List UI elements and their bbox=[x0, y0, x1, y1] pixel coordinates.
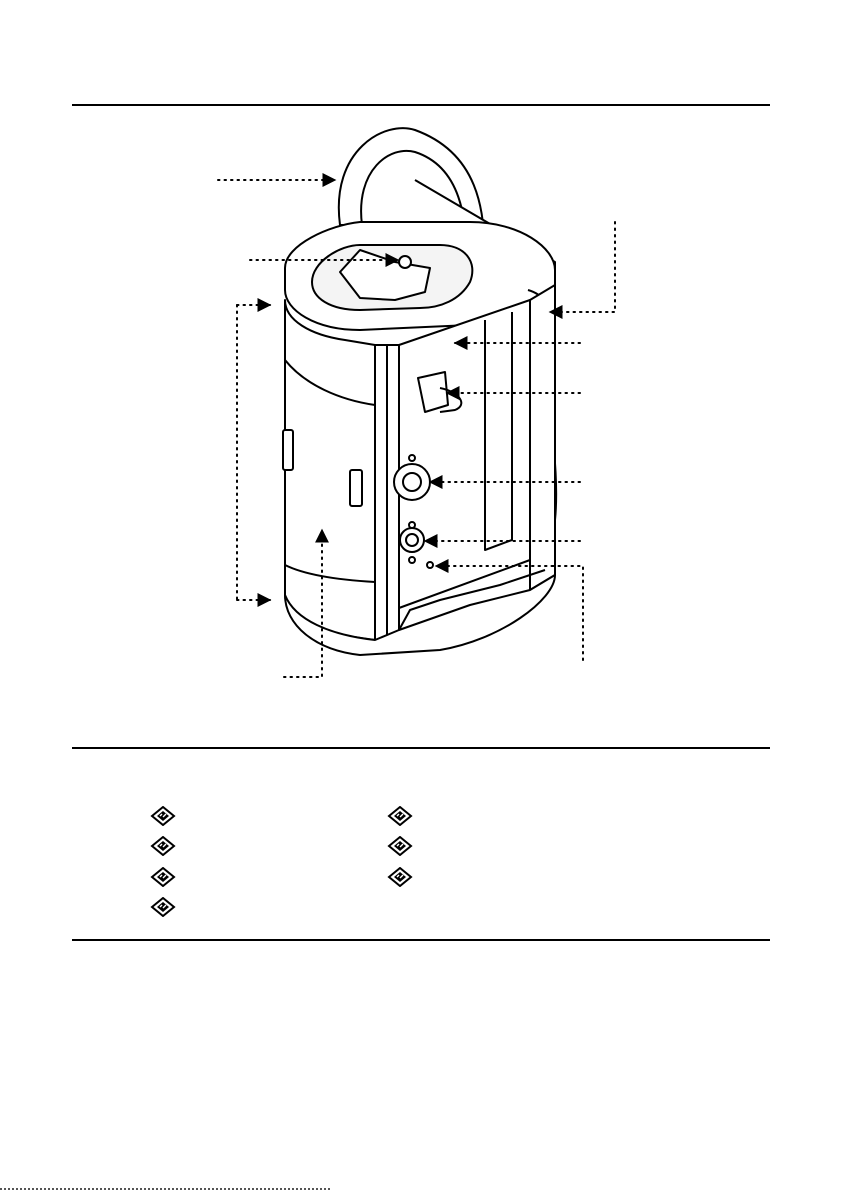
package-item-icon bbox=[150, 836, 176, 856]
footer-dotted-strip bbox=[0, 1188, 330, 1190]
front-clip-1 bbox=[350, 470, 362, 506]
lower-jack-core bbox=[406, 534, 418, 546]
leader-side-grip bbox=[550, 222, 615, 312]
package-item-icon bbox=[387, 867, 413, 887]
contents-bottom-divider bbox=[72, 939, 770, 941]
indicator-light bbox=[427, 562, 433, 568]
rear-rail bbox=[530, 285, 555, 590]
package-item-icon bbox=[150, 897, 176, 917]
package-item-icon bbox=[387, 806, 413, 826]
screw-2 bbox=[409, 522, 415, 528]
front-clip-2 bbox=[283, 430, 293, 470]
leader-base-foot bbox=[553, 566, 583, 660]
package-item-icon bbox=[150, 867, 176, 887]
speaker-body bbox=[283, 128, 556, 655]
upper-jack-core bbox=[403, 473, 421, 491]
front-rail-left bbox=[375, 345, 387, 640]
package-item-icon bbox=[150, 806, 176, 826]
side-panel bbox=[399, 300, 530, 608]
screw-1 bbox=[409, 455, 415, 461]
package-item-icon bbox=[387, 836, 413, 856]
screw-3 bbox=[409, 557, 415, 563]
top-socket-hole bbox=[399, 256, 411, 268]
contents-top-divider bbox=[72, 747, 770, 749]
